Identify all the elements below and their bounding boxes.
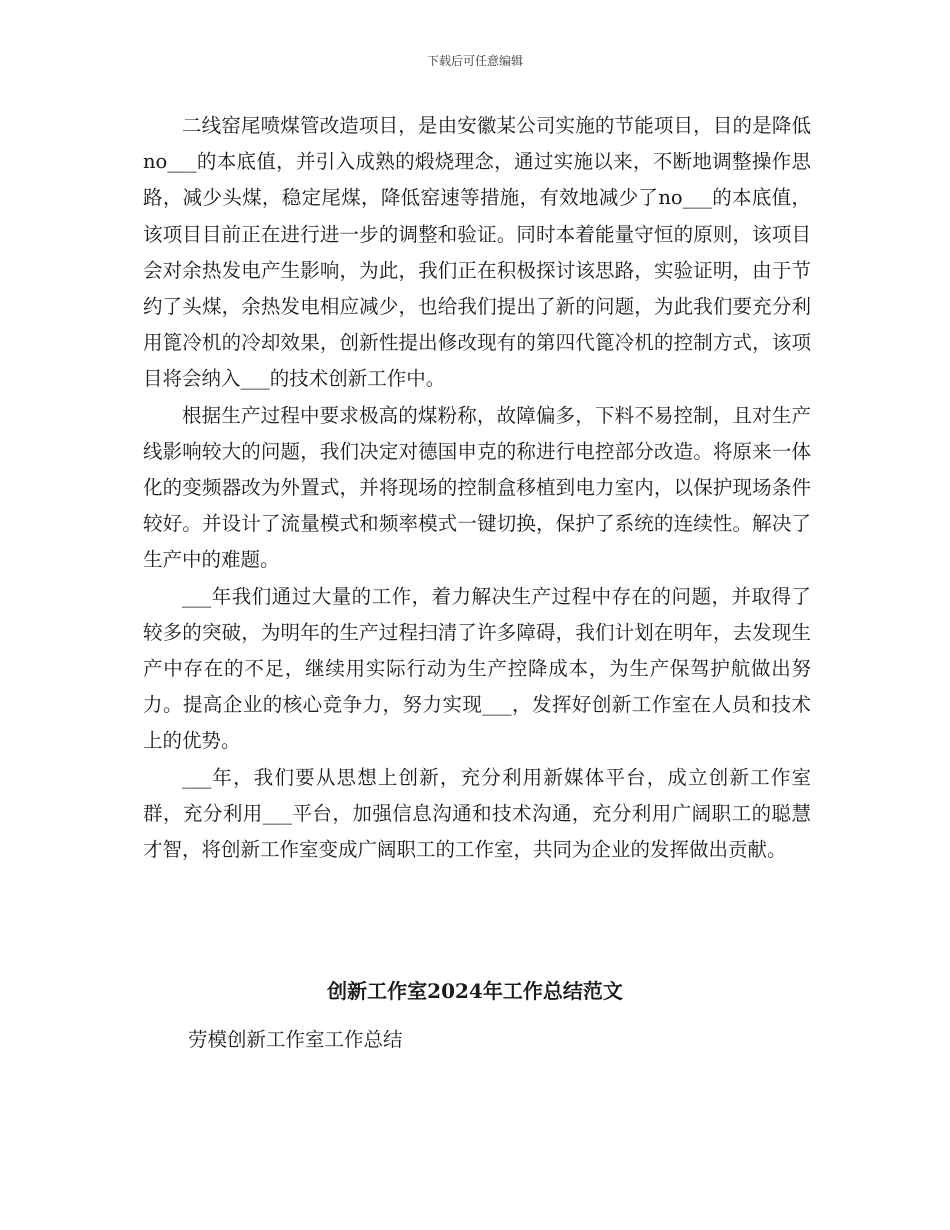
paragraph-2: 根据生产过程中要求极高的煤粉称，故障偏多，下料不易控制，且对生产线影响较大的问题，我们决定对德国申克的称进行电控部分改造。将原来一体化的变频器改为外置式，并将现场的控制盒移植到电力室内，以保护现场条件较好。并设计了流量模式和频率模式一键切换，保护了系统的连续性。解决了生产中的难题。 — [143, 403, 811, 572]
document-body — [143, 108, 811, 868]
paragraph-3: ___年我们通过大量的工作，着力解决生产过程中存在的问题，并取得了较多的突破，为明年的生产过程扫清了许多障碍，我们计划在明年，去发现生产中存在的不足，继续用实际行动为生产控降成本，为生产保驾护航做出努力。提高企业的核心竞争力，努力实现___，发挥好创新工作室在人员和技术上的优势。 — [143, 584, 811, 753]
paragraph-4: ___年，我们要从思想上创新，充分利用新媒体平台，成立创新工作室群，充分利用___平台，加强信息沟通和技术沟通，充分利用广阔职工的聪慧才智，将创新工作室变成广阔职工的工作室，共同为企业的发挥做出贡献。 — [143, 765, 811, 862]
page-header: 下载后可任意编辑 — [426, 54, 523, 68]
section-title: 创新工作室2024年工作总结范文 — [327, 979, 623, 1003]
section-subtitle: 劳模创新工作室工作总结 — [188, 1028, 403, 1051]
paragraph-1: 二线窑尾喷煤管改造项目，是由安徽某公司实施的节能项目，目的是降低no___的本底值，并引入成熟的煅烧理念，通过实施以来，不断地调整操作思路，减少头煤，稳定尾煤，降低窑速等措施，有效地减少了no___的本底值，该项目目前正在进行进一步的调整和验证。同时本着能量守恒的原则，该项目会对余热发电产生影响，为此，我们正在积极探讨该思路，实验证明，由于节约了头煤，余热发电相应减少，也给我们提出了新的问题，为此我们要充分利用篦冷机的冷却效果，创新性提出修改现有的第四代篦冷机的控制方式，该项目将会纳入___的技术创新工作中。 — [143, 114, 811, 391]
